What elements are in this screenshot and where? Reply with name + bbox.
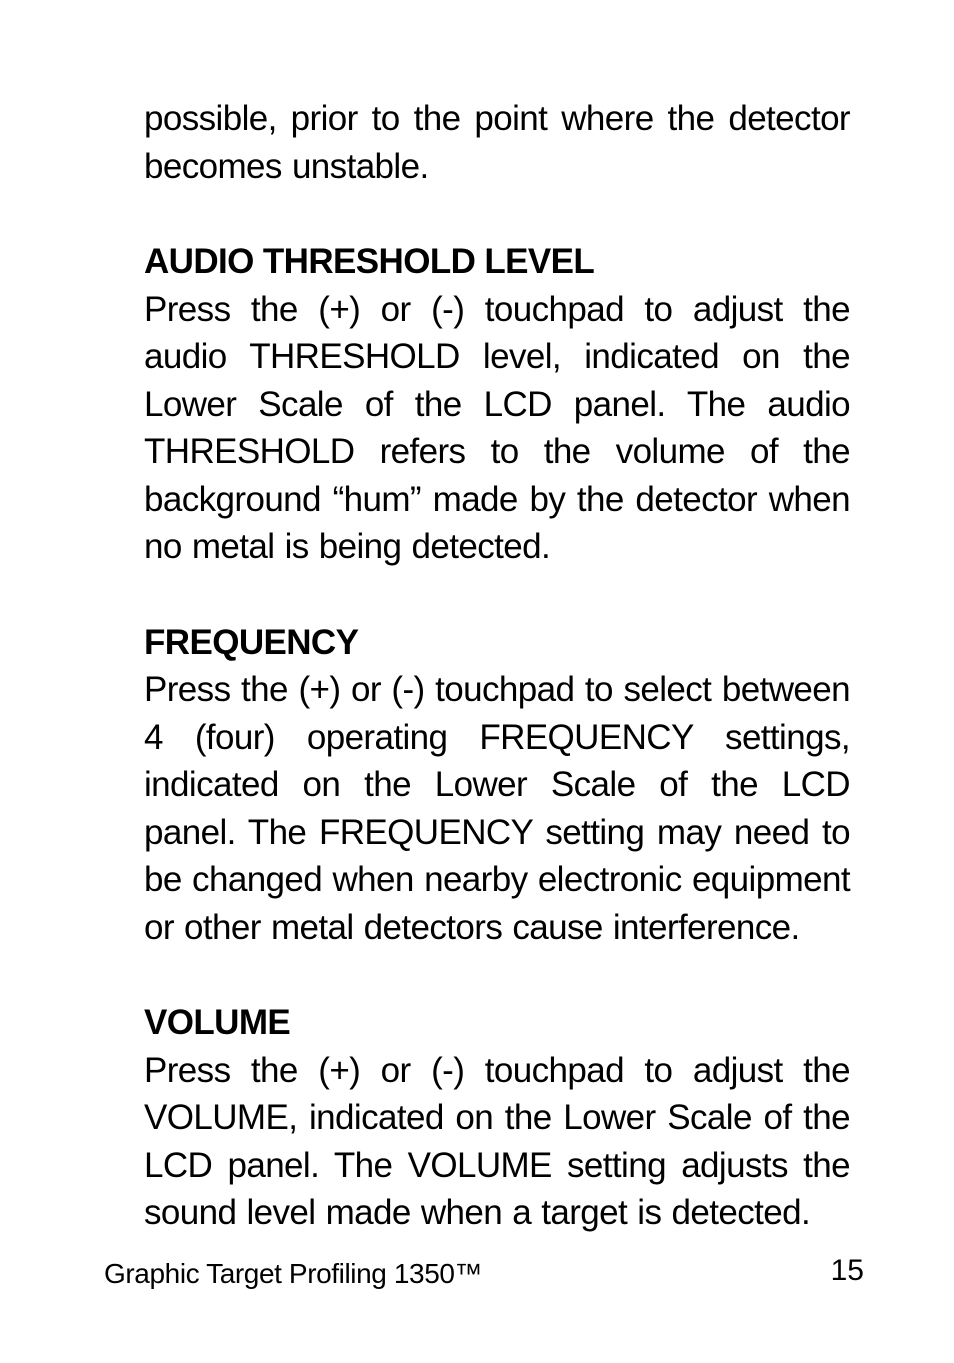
section-audio-threshold-level <box>144 238 850 571</box>
section-heading: FREQUENCY <box>144 622 359 662</box>
section-heading: AUDIO THRESHOLD LEVEL <box>144 242 595 281</box>
page-number: 15 <box>830 1254 864 1287</box>
section-body: Press the (+) or (-) touchpad to adjust the VOLUME, indicated on the Lower Scale of the LCD panel. The VOLUME setting adjusts the sound level made when a target is detected. <box>144 1050 850 1232</box>
intro-paragraph: possible, prior to the point where the detector becomes unstable. <box>144 99 850 186</box>
section-heading: VOLUME <box>144 1003 291 1042</box>
section-volume <box>144 999 850 1237</box>
footer-title: Graphic Target Profiling 1350™ <box>104 1258 483 1289</box>
section-body: Press the (+) or (-) touchpad to select between 4 (four) operating FREQUENCY settings, indicated on the Lower Scale of the LCD panel. The FREQUENCY setting may need to be changed when nearby electronic equipment or other metal detectors cause interference. <box>144 670 850 947</box>
section-frequency <box>144 619 850 952</box>
section-body: Press the (+) or (-) touchpad to adjust the audio THRESHOLD level, indicated on the Lower Scale of the LCD panel. The audio THRESHOLD refers to the volume of the background “hum” made by the detector when no metal is being detected. <box>144 289 850 566</box>
page-content <box>144 95 850 1237</box>
